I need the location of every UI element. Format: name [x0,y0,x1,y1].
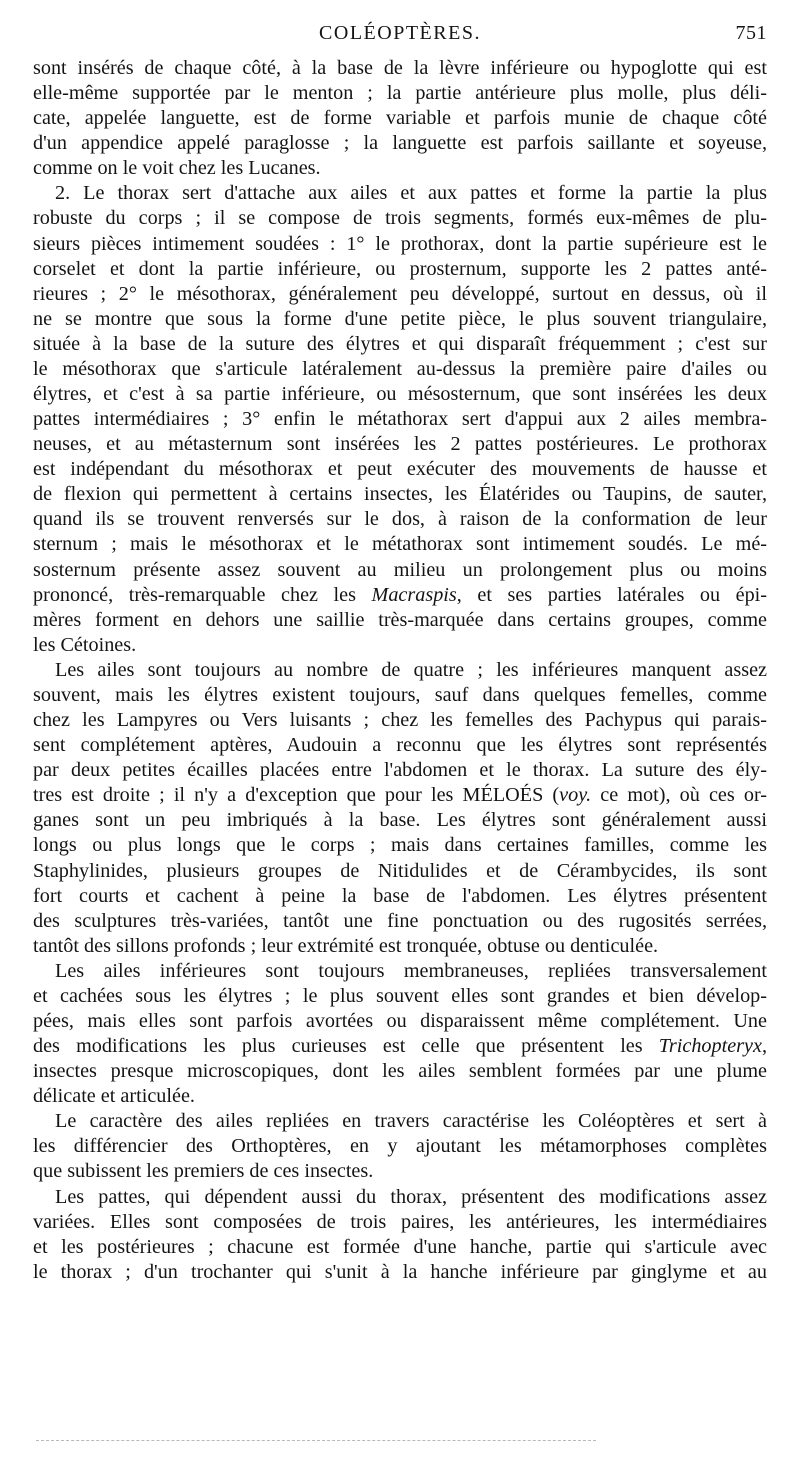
text-run: Les pattes, qui dépendent aussi du thorax, présentent des modifications assez [55,1185,767,1208]
text-run: élytres, et c'est à sa partie inférieure, ou mésosternum, que sont insérées les deux [33,383,767,406]
text-line [33,332,767,357]
text-run: quand ils se trouvent renversés sur le dos, à raison de la conformation de leur [33,508,767,531]
text-line [33,959,767,984]
italic-run: Macraspis [371,583,457,606]
text-run: sent complétement aptères, Audouin a reconnu que les élytres sont représentés [33,734,767,757]
text-run-after: , [761,1035,767,1058]
text-run: les Cétoines. [33,633,137,656]
text-line [33,232,767,257]
text-line [33,708,767,733]
text-line [33,859,767,884]
text-run: que subissent les premiers de ces insectes. [33,1160,374,1183]
text-run: sternum ; mais le mésothorax et le métathorax sont intimement soudés. Le mé- [33,533,767,556]
text-line [33,257,767,282]
text-run: située à la base de la suture des élytres et qui disparaît fréquemment ; c'est sur [33,332,767,355]
text-line [33,833,767,858]
text-run: Le caractère des ailes repliées en travers caractérise les Coléoptères et sert à [55,1110,767,1133]
text-run: comme on le voit chez les Lucanes. [33,157,321,180]
text-line [33,382,767,407]
page-number: 751 [735,22,767,44]
text-line [33,1260,767,1285]
text-run: prononcé, très-remarquable chez les [33,583,372,606]
italic-run: voy. [559,784,592,807]
text-run: pées, mais elles sont parfois avortées ou disparaissent même complétement. Une [33,1009,767,1032]
text-run: sieurs pièces intimement soudées : 1° le prothorax, dont la partie supérieure est le [33,232,767,255]
text-line [33,307,767,332]
text-run: chez les Lampyres ou Vers luisants ; chez les femelles des Pachypus qui parais- [33,709,767,732]
text-line [33,808,767,833]
italic-run: Trichopteryx [658,1035,762,1058]
text-run: sosternum présente assez souvent au milieu un prolongement plus ou moins [33,558,767,581]
text-line [33,106,767,131]
text-run: mères forment en dehors une saillie très-marquée dans certains groupes, comme [33,608,767,631]
text-line [33,156,767,181]
text-line [33,1009,767,1034]
text-line [33,1109,767,1134]
text-line [33,1185,767,1210]
running-head [33,22,767,52]
text-line [33,482,767,507]
text-run: délicate et articulée. [33,1085,195,1108]
text-line [33,683,767,708]
text-line [33,758,767,783]
text-line [33,583,767,608]
text-run: variées. Elles sont composées de trois paires, les antérieures, les intermédiaires [33,1210,767,1233]
bottom-rule [36,1440,596,1441]
text-run: sont insérés de chaque côté, à la base de la lèvre inférieure ou hypoglotte qui est [33,57,767,79]
body-text [33,56,767,1285]
text-line [33,608,767,633]
text-line [33,783,767,808]
text-line [33,1134,767,1159]
text-line [33,206,767,231]
text-line [33,432,767,457]
text-run: de flexion qui permettent à certains insectes, les Élatérides ou Taupins, de sauter, [33,483,767,506]
text-run: cate, appelée languette, est de forme variable et parfois munie de chaque côté [33,107,767,130]
text-line [33,658,767,683]
text-run: Les ailes inférieures sont toujours membraneuses, repliées transversalement [55,959,767,982]
text-line [33,457,767,482]
text-line [33,1210,767,1235]
text-line [33,633,767,658]
text-run: par deux petites écailles placées entre l'abdomen et le thorax. La suture des ély- [33,759,767,782]
text-line [33,984,767,1009]
text-line [33,909,767,934]
text-line [33,282,767,307]
text-run: est indépendant du mésothorax et peut exécuter des mouvements de hausse et [33,458,767,481]
text-run: le thorax ; d'un trochanter qui s'unit à la hanche inférieure par ginglyme et au [33,1260,767,1283]
text-line [33,81,767,106]
text-line [33,884,767,909]
text-run: corselet et dont la partie inférieure, ou prosternum, supporte les 2 pattes anté- [33,257,767,280]
text-line [33,131,767,156]
text-line [33,1159,767,1184]
text-line [33,733,767,758]
text-run: robuste du corps ; il se compose de trois segments, formés eux-mêmes de plu- [33,207,767,230]
text-run: des modifications les plus curieuses est celle que présentent les [33,1035,659,1058]
text-line [33,407,767,432]
text-run: elle-même supportée par le menton ; la partie antérieure plus molle, plus déli- [33,82,767,105]
text-run: souvent, mais les élytres existent toujours, sauf dans quelques femelles, comme [33,683,767,706]
text-line [33,532,767,557]
text-line [33,1034,767,1059]
text-line [33,1235,767,1260]
book-page [33,22,767,1285]
text-run: Staphylinides, plusieurs groupes de Nitidulides et de Cérambycides, ils sont [33,859,767,882]
text-line [33,507,767,532]
text-run: ganes sont un peu imbriqués à la base. Les élytres sont généralement aussi [33,809,767,832]
text-run: fort courts et cachent à peine la base de l'abdomen. Les élytres présentent [33,884,767,907]
running-title: COLÉOPTÈRES. [319,22,481,44]
text-run: le mésothorax que s'articule latéralement au-dessus la première paire d'ailes ou [33,357,767,380]
text-run: des sculptures très-variées, tantôt une fine ponctuation ou des rugosités serrées, [33,909,767,932]
text-run: rieures ; 2° le mésothorax, généralement peu développé, surtout en dessus, où il [33,282,767,305]
text-line [33,934,767,959]
text-run: 2. Le thorax sert d'attache aux ailes et aux pattes et forme la partie la plus [55,182,767,205]
text-run: pattes intermédiaires ; 3° enfin le métathorax sert d'appui aux 2 ailes membra- [33,408,767,431]
text-run: les différencier des Orthoptères, en y ajoutant les métamorphoses complètes [33,1135,767,1158]
text-run: tantôt des sillons profonds ; leur extrémité est tronquée, obtuse ou denticulée. [33,934,659,957]
text-run: d'un appendice appelé paraglosse ; la languette est parfois saillante et soyeuse, [33,132,767,155]
text-run: tres est droite ; il n'y a d'exception que pour les MÉLOÉS ( [33,784,560,807]
text-line [33,558,767,583]
text-line [33,181,767,206]
text-line [33,1059,767,1084]
text-run: ne se montre que sous la forme d'une petite pièce, le plus souvent triangulaire, [33,307,767,330]
text-run: longs ou plus longs que le corps ; mais dans certaines familles, comme les [33,834,767,857]
text-run: neuses, et au métasternum sont insérées les 2 pattes postérieures. Le prothorax [33,433,767,456]
text-run: et cachées sous les élytres ; le plus souvent elles sont grandes et bien dévelop- [33,984,767,1007]
text-line [33,1084,767,1109]
text-line [33,357,767,382]
text-run: Les ailes sont toujours au nombre de quatre ; les inférieures manquent assez [55,658,767,681]
text-run: insectes presque microscopiques, dont les ailes semblent formées par une plume [33,1060,767,1083]
text-run-after: ce mot), où ces or- [591,784,767,807]
text-run-after: , et ses parties latérales ou épi- [456,583,767,606]
text-line [33,56,767,81]
text-run: et les postérieures ; chacune est formée d'une hanche, partie qui s'articule avec [33,1235,767,1258]
